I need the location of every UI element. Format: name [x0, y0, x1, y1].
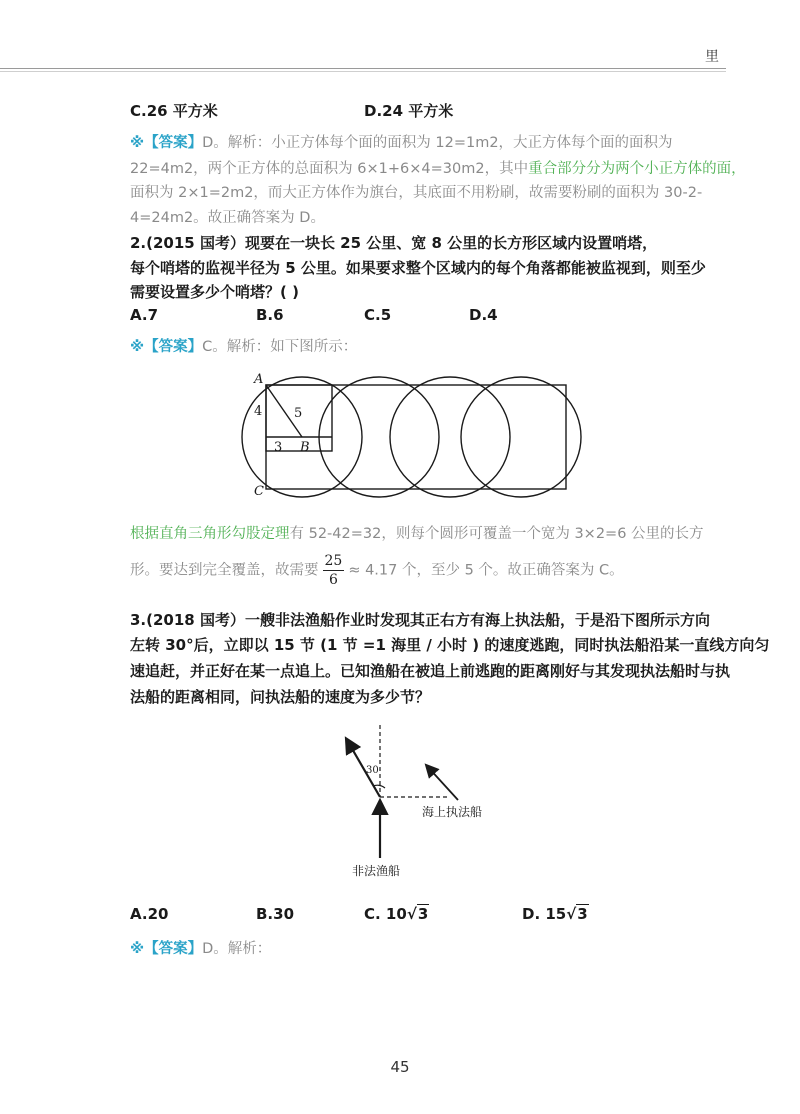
- q3-stem-line-4: 法船的距离相同，问执法船的速度为多少节？: [130, 688, 431, 706]
- sqrt-3-d: √3: [566, 905, 588, 923]
- q2-answer-mark: ※【答案】: [130, 339, 203, 355]
- coverage-circle-2: [319, 377, 439, 497]
- header-rule: [0, 68, 726, 69]
- q2-option-c: C.5: [364, 306, 392, 324]
- side-3-label: 3: [274, 440, 283, 455]
- point-b-label: B: [300, 440, 310, 455]
- q3-chase-diagram: [330, 720, 510, 885]
- q1-answer-line-2: 22=4m2，两个正方体的总面积为 6×1+6×4=30m2，其中重合部分分为两个小正方体的面，: [130, 161, 746, 177]
- q2-option-d: D.4: [469, 306, 498, 324]
- q2-explain-line-1: 根据直角三角形勾股定理有 52-42=32，则每个圆形可覆盖一个宽为 3×2=6 公里的长方: [130, 526, 704, 542]
- q2-stem-line-1: 2.(2015 国考）现要在一块长 25 公里、宽 8 公里的长方形区域内设置哨塔，: [130, 234, 658, 252]
- q1-answer-line-4: 4=24m2。故正确答案为 D。: [130, 210, 325, 226]
- q1-option-c: C.26 平方米: [130, 102, 218, 120]
- side-5-label: 5: [294, 406, 303, 421]
- side-4-label: 4: [254, 404, 263, 419]
- q1-answer-line-1: ※【答案】D。解析：小正方体每个面的面积为 12=1m2，大正方体每个面的面积为: [130, 135, 673, 151]
- q3-option-d: D. 15√3: [522, 905, 588, 923]
- coverage-circle-3: [390, 377, 510, 497]
- q3-answer-mark: ※【答案】: [130, 941, 203, 957]
- q2-option-b: B.6: [256, 306, 284, 324]
- q3-stem-line-1: 3.(2018 国考）一艘非法渔船作业时发现其正右方有海上执法船，于是沿下图所示方向: [130, 611, 710, 629]
- law-ship-label: 海上执法船: [422, 805, 483, 819]
- q1-answer-line-3: 面积为 2×1=2m2，而大正方体作为旗台，其底面不用粉刷，故需要粉刷的面积为 30-2-: [130, 185, 703, 201]
- page-number: 45: [390, 1058, 410, 1076]
- fraction-25-over-6: $\frac{25}{6}$: [324, 553, 343, 588]
- q2-answer-line-1: ※【答案】C。解析：如下图所示：: [130, 339, 358, 355]
- q2-option-a: A.7: [130, 306, 159, 324]
- q1-option-d: D.24 平方米: [364, 102, 454, 120]
- fishing-boat-label: 非法渔船: [352, 864, 401, 878]
- angle-label: 30: [366, 765, 379, 776]
- header-mark: 里: [705, 49, 719, 65]
- q3-option-c: C. 10√3: [364, 905, 429, 923]
- q2-explain-line-2: 形。要达到完全覆盖，故需要 $\frac{25}{6}$ ≈ 4.17 个，至少 5 个。故正确答案为 C。: [130, 553, 624, 588]
- q3-option-a: A.20: [130, 905, 169, 923]
- q3-answer-line-1: ※【答案】D。解析：: [130, 941, 272, 957]
- point-c-label: C: [254, 484, 264, 499]
- q2-stem-line-2: 每个哨塔的监视半径为 5 公里。如果要求整个区域内的每个角落都能被监视到，则至少: [130, 259, 706, 277]
- q2-stem-line-3: 需要设置多少个哨塔？( ): [130, 283, 299, 301]
- q3-stem-line-3: 速追赶，并正好在某一点追上。已知渔船在被追上前逃跑的距离刚好与其发现执法船时与执: [130, 662, 731, 680]
- header-rule-thin: [0, 71, 726, 72]
- point-a-label: A: [254, 372, 264, 387]
- q3-option-b: B.30: [256, 905, 295, 923]
- q1-answer-mark: ※【答案】: [130, 135, 203, 151]
- coverage-circle-4: [461, 377, 581, 497]
- sqrt-3-c: √3: [406, 905, 429, 923]
- q2-highlight: 根据直角三角形勾股定理: [130, 526, 290, 542]
- q3-stem-line-2: 左转 30°后，立即以 15 节 (1 节 =1 海里 / 小时 ) 的速度逃跑，同时执法船沿某一直线方向匀: [130, 636, 770, 654]
- q2-coverage-diagram: [236, 365, 586, 505]
- law-ship-direction-arrow: [427, 766, 458, 800]
- q1-highlight: 重合部分分为两个小正方体的面，: [528, 161, 746, 177]
